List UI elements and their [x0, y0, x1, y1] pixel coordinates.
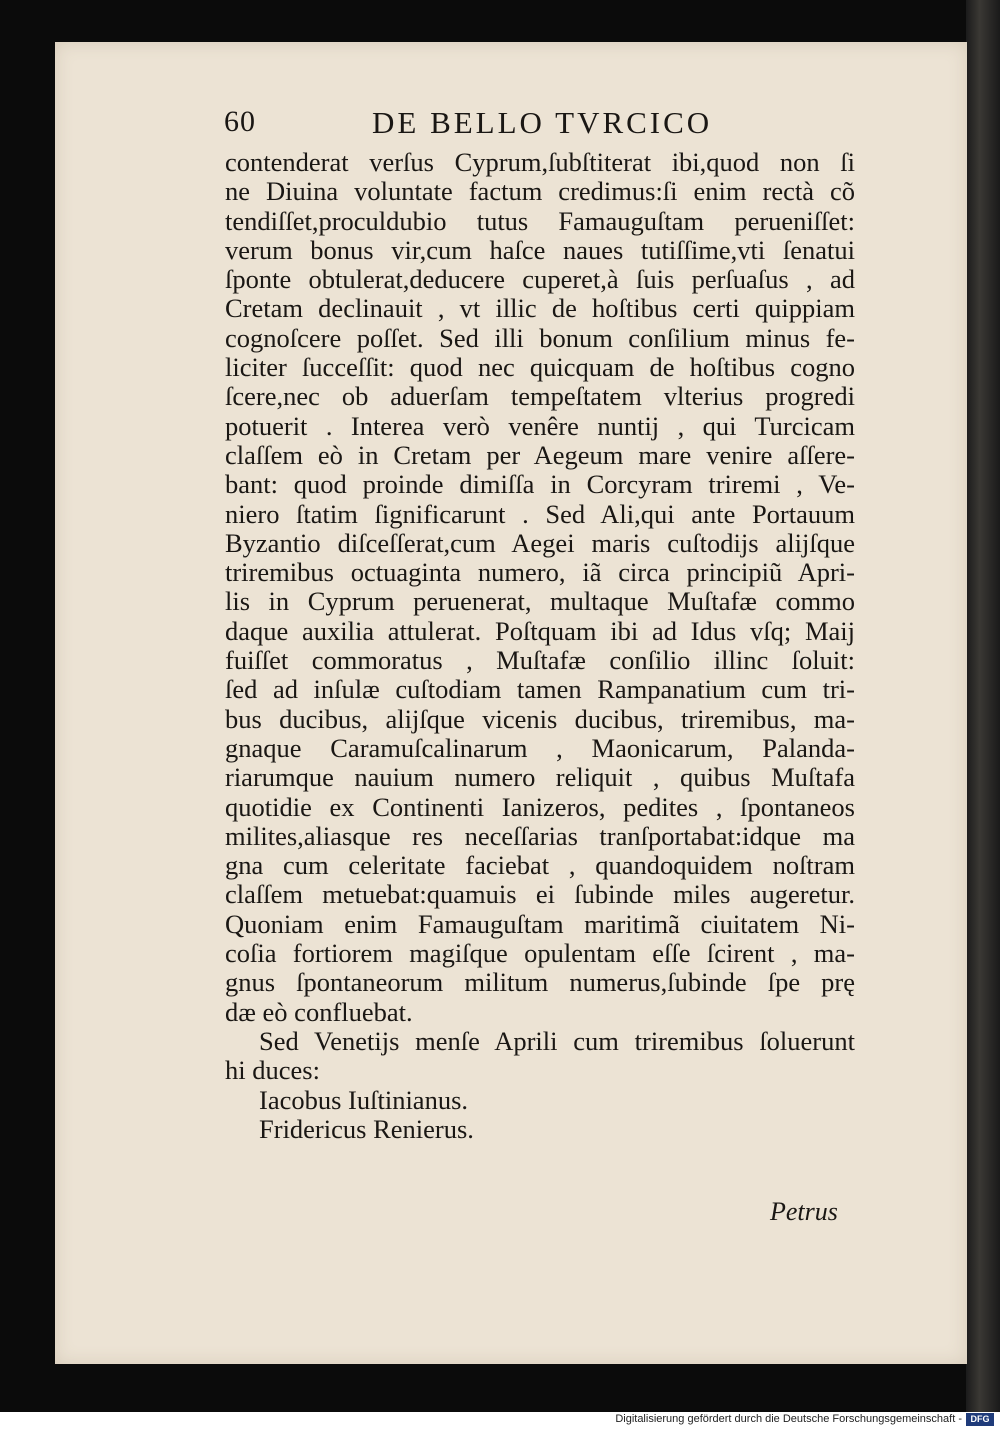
- text-line: triremibus octuaginta numero, iã circa principiũ Apri-: [225, 558, 855, 588]
- text-line: gnus ſpontaneorum militum numerus,ſubinde ſpe prę: [225, 968, 855, 998]
- text-line: fuiſſet commoratus , Muſtafæ conſilio illinc ſoluit:: [225, 646, 855, 676]
- paragraph-line: hi duces:: [225, 1055, 320, 1086]
- running-head: DE BELLO TVRCICO: [372, 105, 713, 140]
- funding-credit: Digitalisierung gefördert durch die Deutsche Forschungsgemeinschaft -: [615, 1413, 962, 1425]
- text-line: bant: quod proinde dimiſſa in Corcyram triremi , Ve-: [225, 470, 855, 500]
- text-line: ſcere,nec ob aduerſam tempeſtatem vlterius progredi: [225, 382, 855, 412]
- text-line: verum bonus vir,cum haſce naues tutiſſime,vti ſenatui: [225, 235, 855, 265]
- text-line: quotidie ex Continenti Ianizeros, pedites , ſpontaneos: [225, 792, 855, 822]
- text-line: gna cum celeritate faciebat , quandoquidem noſtram: [225, 851, 855, 881]
- name-entry: Fridericus Renierus.: [259, 1113, 474, 1144]
- text-line: tendiſſet,proculdubio tutus Famauguſtam perueniſſet:: [225, 206, 855, 236]
- text-line: gnaque Caramuſcalinarum , Maonicarum, Palanda-: [225, 733, 855, 763]
- text-line: lis in Cyprum peruenerat, multaque Muſtafæ commo: [225, 587, 855, 617]
- text-line: riarumque nauium numero reliquit , quibus Muſtafa: [225, 763, 855, 793]
- text-line: cognoſcere poſſet. Sed illi bonum conſilium minus fe-: [225, 323, 855, 353]
- catchword: Petrus: [770, 1197, 838, 1226]
- body-text: [225, 148, 855, 1144]
- text-line: niero ſtatim ſignificarunt . Sed Ali,qui ante Portauum: [225, 499, 855, 529]
- text-line: coſia fortiorem magiſque opulentam eſſe ſcirent , ma-: [225, 939, 855, 969]
- text-line: ſponte obtulerat,deducere cuperet,à ſuis perſuaſus , ad: [225, 265, 855, 295]
- text-line: bus ducibus, alijſque vicenis ducibus, triremibus, ma-: [225, 704, 855, 734]
- text-line: liciter ſucceſſit: quod nec quicquam de hoſtibus cogno: [225, 353, 855, 383]
- text-line: Cretam declinauit , vt illic de hoſtibus certi quippiam: [225, 294, 855, 324]
- text-line: milites,aliasque res neceſſarias tranſportabat:idque ma: [225, 821, 855, 851]
- dfg-logo-icon: DFG: [966, 1413, 994, 1426]
- text-line: dæ eò confluebat.: [225, 996, 413, 1027]
- text-line: potuerit . Interea verò venêre nuntij , qui Turcicam: [225, 411, 855, 441]
- text-line: Byzantio diſceſſerat,cum Aegei maris cuſtodijs alijſque: [225, 528, 855, 558]
- text-line: contenderat verſus Cyprum,ſubſtiterat ibi,quod non ſi: [225, 148, 855, 177]
- text-line: claſſem metuebat:quamuis ei ſubinde miles augeretur.: [225, 880, 855, 910]
- text-line: ne Diuina voluntate factum credimus:ſi enim rectà cõ: [225, 177, 855, 207]
- text-line: Quoniam enim Famauguſtam maritimã ciuitatem Ni-: [225, 909, 855, 939]
- name-entry: Iacobus Iuſtinianus.: [259, 1084, 469, 1115]
- text-line: daque auxilia attulerat. Poſtquam ibi ad Idus vſq; Maij: [225, 616, 855, 646]
- book-page-edge: [966, 0, 1000, 1412]
- text-line: ſed ad inſulæ cuſtodiam tamen Rampanatium cum tri-: [225, 675, 855, 705]
- page-number: 60: [224, 105, 256, 138]
- paragraph-line: Sed Venetijs menſe Aprili cum triremibus ſoluerunt: [259, 1026, 855, 1056]
- text-line: claſſem eò in Cretam per Aegeum mare venire aſſere-: [225, 440, 855, 470]
